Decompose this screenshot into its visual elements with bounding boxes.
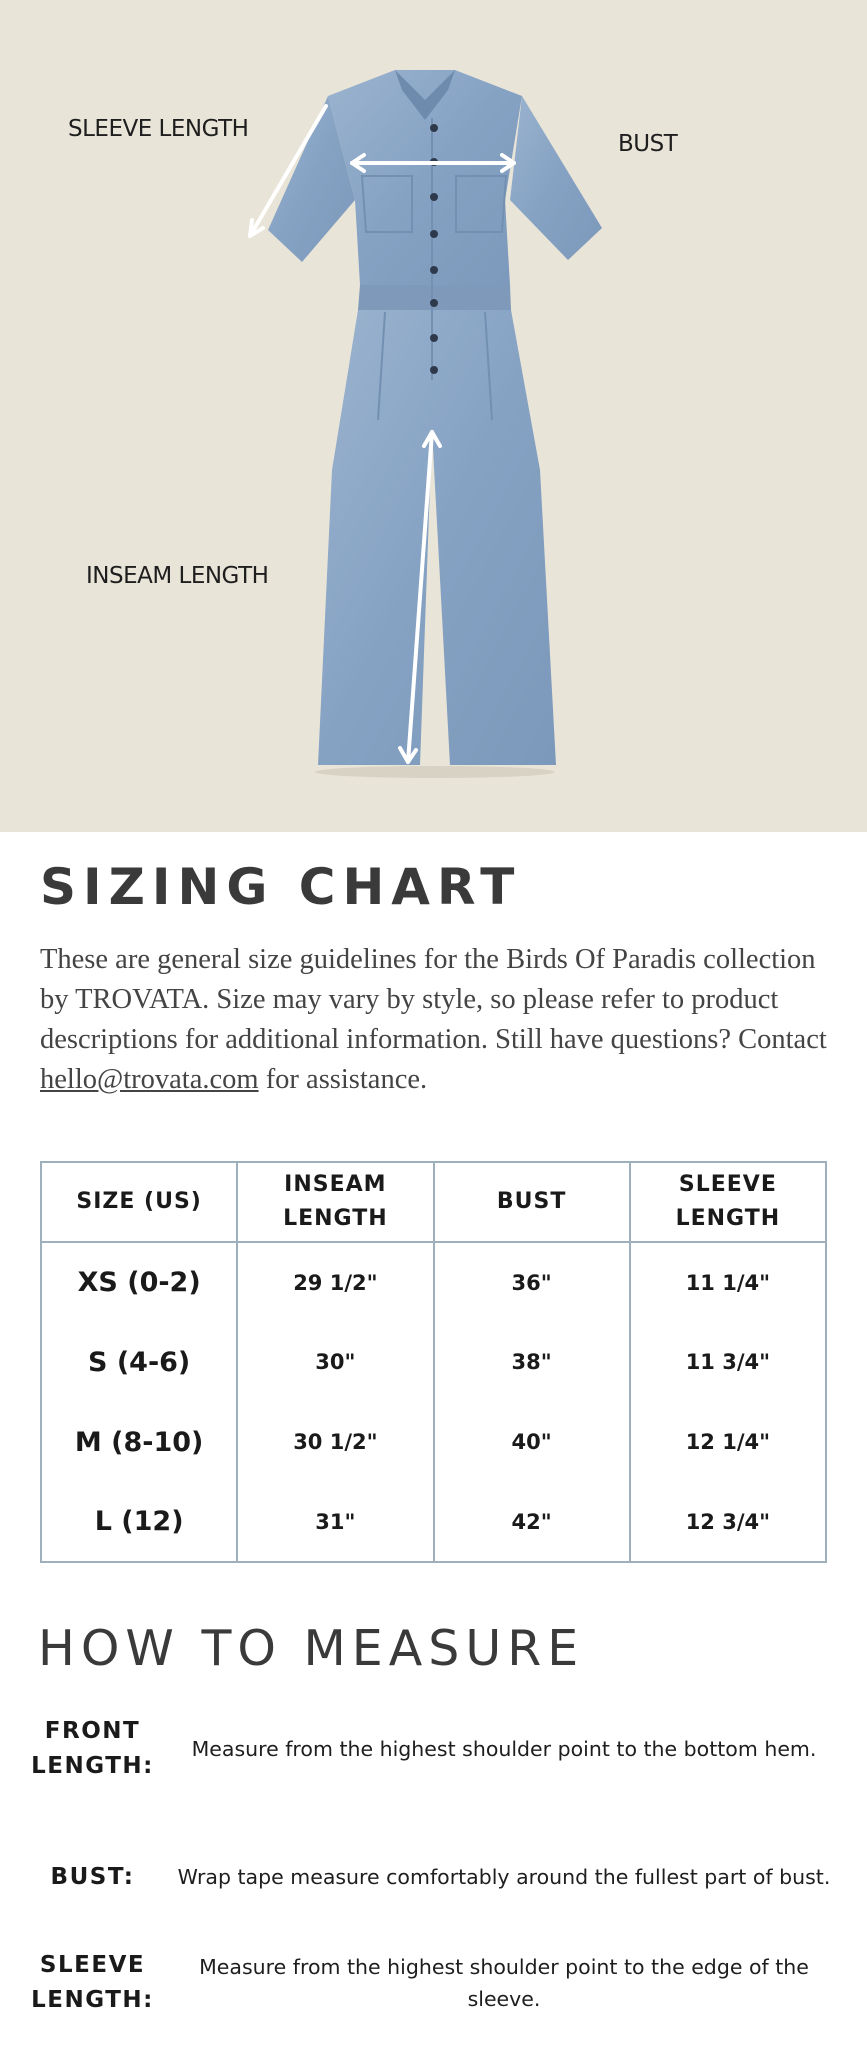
contact-email-link[interactable]: hello@trovata.com [40,1064,259,1095]
how-to-measure-title: HOW TO MEASURE [38,1620,585,1677]
sleeve-cell: 11 3/4" [630,1322,826,1402]
bust-cell: 40" [434,1402,630,1482]
measure-item-front-length [26,1712,841,1786]
table-row [41,1242,826,1322]
sleeve-length-label: SLEEVE LENGTH [68,116,249,142]
bust-cell: 36" [434,1242,630,1322]
size-table [40,1161,827,1563]
bust-label: BUST [618,131,678,157]
bust-cell: 38" [434,1322,630,1402]
sizing-intro-text [40,940,840,1100]
column-header-sleeve: SLEEVE LENGTH [630,1162,826,1242]
measure-item-bust [26,1840,841,1914]
size-cell: L (12) [41,1482,237,1562]
inseam-cell: 30" [237,1322,433,1402]
sleeve-cell: 12 3/4" [630,1482,826,1562]
inseam-length-label: INSEAM LENGTH [86,563,269,589]
product-hero-image [0,0,867,832]
measure-description: Wrap tape measure comfortably around the fullest part of bust. [177,1865,831,1889]
intro-text-end: for assistance. [258,1064,428,1095]
table-row [41,1482,826,1562]
inseam-cell: 30 1/2" [237,1402,433,1482]
inseam-cell: 29 1/2" [237,1242,433,1322]
measure-item-sleeve-length [26,1946,841,2020]
measure-label: SLEEVE LENGTH: [31,1952,154,2013]
bust-cell: 42" [434,1482,630,1562]
size-cell: XS (0-2) [41,1242,237,1322]
column-header-size: SIZE (US) [41,1162,237,1242]
table-header-row [41,1162,826,1242]
measure-label: FRONT LENGTH: [31,1718,154,1779]
intro-text: These are general size guidelines for the Birds Of Paradis collection by TROVATA. Size may vary by style, so please refer to product descriptions for additional information. Still have questions? Contact [40,944,827,1055]
column-header-bust: BUST [434,1162,630,1242]
measure-description: Measure from the highest shoulder point to the edge of the sleeve. [199,1955,809,2011]
measure-description: Measure from the highest shoulder point to the bottom hem. [191,1737,817,1761]
table-row [41,1402,826,1482]
column-header-inseam: INSEAM LENGTH [237,1162,433,1242]
jumpsuit-icon [268,70,602,778]
sleeve-cell: 11 1/4" [630,1242,826,1322]
measure-label: BUST: [50,1863,135,1890]
size-cell: S (4-6) [41,1322,237,1402]
sleeve-cell: 12 1/4" [630,1402,826,1482]
sizing-chart-title: SIZING CHART [40,858,522,916]
size-cell: M (8-10) [41,1402,237,1482]
inseam-cell: 31" [237,1482,433,1562]
table-row [41,1322,826,1402]
